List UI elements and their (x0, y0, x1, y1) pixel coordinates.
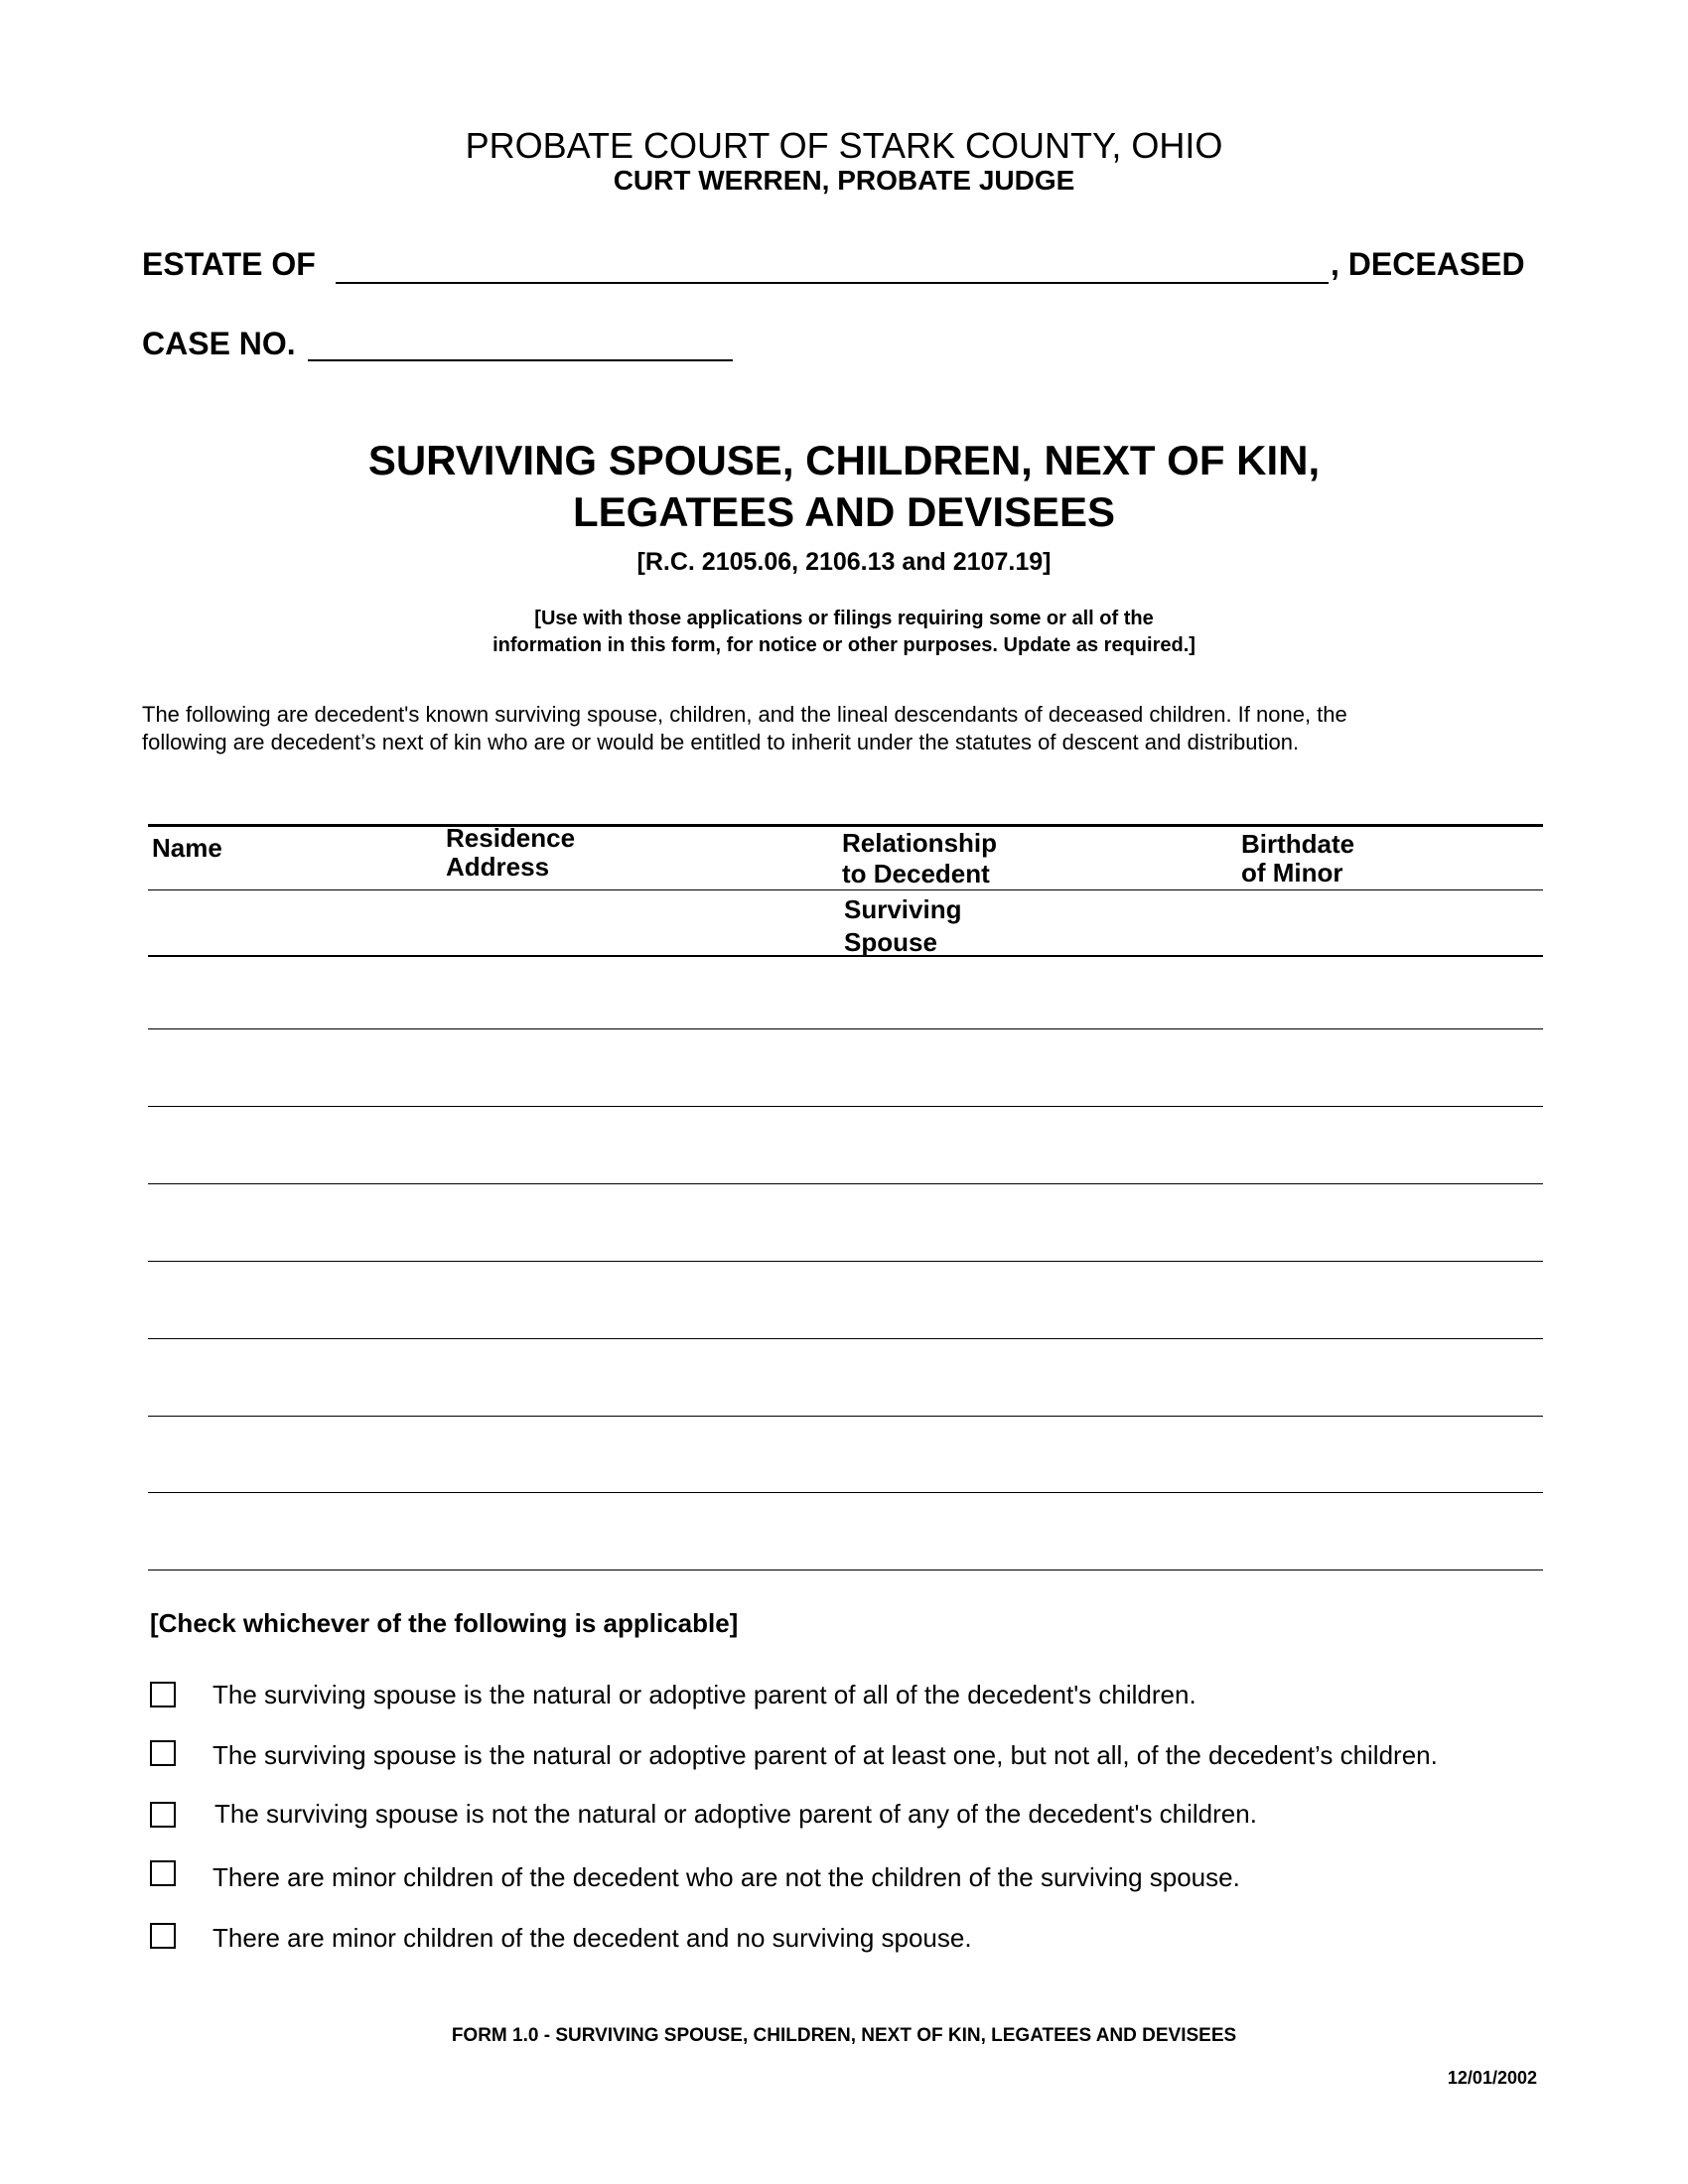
header-relationship-line-2: to Decedent (842, 859, 990, 888)
spouse-row-rule (148, 955, 1543, 957)
option-minor-children-not-of-spouse: There are minor children of the decedent who are not the children of the surviving spouse. (212, 1862, 1240, 1892)
spouse-relationship-line-2: Spouse (844, 927, 937, 957)
table-row-line[interactable] (148, 1338, 1543, 1339)
usage-instructions (0, 606, 1688, 659)
checkbox-minor-children-no-spouse[interactable] (150, 1923, 176, 1949)
table-row-line[interactable] (148, 1261, 1543, 1262)
header-relationship (842, 828, 997, 889)
court-name: PROBATE COURT OF STARK COUNTY, OHIO (465, 125, 1223, 166)
option-spouse-parent-of-some: The surviving spouse is the natural or adoptive parent of at least one, but not all, of the decedent’s children. (212, 1740, 1438, 1770)
checkbox-minor-children-not-of-spouse[interactable] (150, 1860, 176, 1886)
form-footer-title: FORM 1.0 - SURVIVING SPOUSE, CHILDREN, NEXT OF KIN, LEGATEES AND DEVISEES (451, 2025, 1237, 2046)
estate-label: ESTATE OF (142, 246, 316, 282)
header-bottom-rule (148, 889, 1543, 890)
header-residence-line-2: Address (446, 852, 550, 882)
header-residence-line-1: Residence (446, 823, 576, 853)
option-spouse-parent-of-none: The surviving spouse is not the natural or adoptive parent of any of the decedent's children. (214, 1799, 1257, 1829)
table-row-line[interactable] (148, 1416, 1543, 1417)
intro-line-1: The following are decedent's known surviving spouse, children, and the lineal descendants of deceased children. If none, the (142, 702, 1347, 727)
usage-instructions-line-2: information in this form, for notice or other purposes. Update as required.] (492, 634, 1196, 656)
table-row-line[interactable] (148, 1106, 1543, 1107)
checkbox-spouse-parent-of-some[interactable] (150, 1740, 176, 1766)
checkbox-spouse-parent-of-all[interactable] (150, 1682, 176, 1707)
checklist-heading: [Check whichever of the following is applicable] (150, 1608, 739, 1638)
table-top-rule (148, 824, 1543, 827)
form-title-line-1: SURVIVING SPOUSE, CHILDREN, NEXT OF KIN, (367, 437, 1321, 483)
option-minor-children-no-spouse: There are minor children of the decedent and no surviving spouse. (212, 1923, 972, 1953)
header-birthdate (1241, 830, 1354, 887)
usage-instructions-line-1: [Use with those applications or filings requiring some or all of the (534, 608, 1154, 629)
checkbox-spouse-parent-of-none[interactable] (150, 1802, 176, 1828)
statute-reference: [R.C. 2105.06, 2106.13 and 2107.19] (636, 548, 1052, 576)
case-number-field[interactable] (308, 359, 733, 361)
intro-paragraph (142, 701, 1552, 756)
option-spouse-parent-of-all: The surviving spouse is the natural or adoptive parent of all of the decedent's children. (212, 1680, 1196, 1709)
form-title-line-2: LEGATEES AND DEVISEES (572, 488, 1116, 535)
spouse-row-relationship (844, 893, 961, 959)
spouse-relationship-line-1: Surviving (844, 894, 962, 924)
table-row-line[interactable] (148, 1492, 1543, 1493)
header-birthdate-line-1: Birthdate (1241, 829, 1355, 859)
header-birthdate-line-2: of Minor (1241, 858, 1343, 887)
form-revision-date: 12/01/2002 (1447, 2068, 1537, 2088)
table-row-line[interactable] (148, 1183, 1543, 1184)
intro-line-2: following are decedent’s next of kin who are or would be entitled to inherit under the statutes of descent and distribution. (142, 730, 1300, 754)
header-relationship-line-1: Relationship (842, 828, 998, 858)
table-row-line[interactable] (148, 1028, 1543, 1029)
deceased-label: , DECEASED (1331, 246, 1525, 282)
header-residence-address (446, 824, 575, 882)
estate-name-field[interactable] (336, 282, 1329, 284)
judge-name: CURT WERREN, PROBATE JUDGE (613, 165, 1075, 196)
case-number-label: CASE NO. (142, 326, 296, 361)
header-name: Name (152, 833, 222, 863)
